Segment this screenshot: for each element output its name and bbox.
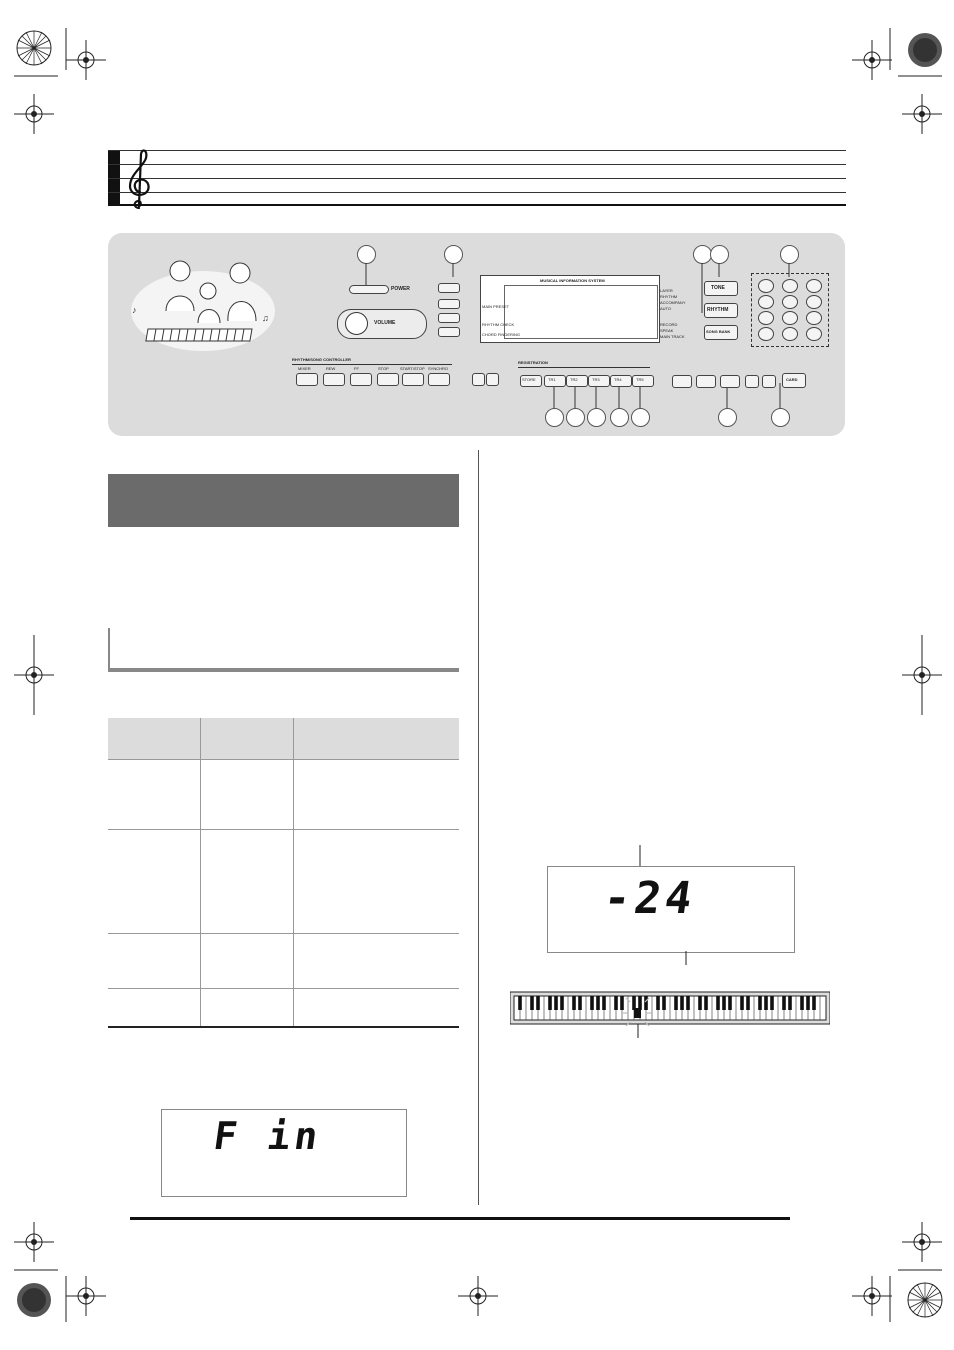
power-label: POWER: [391, 286, 410, 292]
black-key: [764, 996, 768, 1010]
black-key: [770, 996, 774, 1010]
controller-button[interactable]: [296, 373, 318, 386]
table-cell: [294, 989, 460, 1027]
page-footer-rule: [130, 1217, 790, 1220]
black-key: [632, 996, 636, 1010]
power-button[interactable]: [349, 285, 389, 294]
number-key-3[interactable]: [806, 311, 822, 325]
lcd-callout-line-top: [630, 845, 700, 867]
table-row: [108, 989, 459, 1027]
table-cell: [201, 760, 294, 830]
panel-lcd-title: MUSICAL INFORMATION SYSTEM: [540, 278, 605, 283]
auto-harmonize-button[interactable]: [720, 375, 740, 388]
controller-button[interactable]: [323, 373, 345, 386]
registration-rule: [518, 367, 650, 368]
staff-line: [108, 192, 846, 193]
lcd-left-label: MAIN PRESET: [482, 304, 510, 309]
table-row: [108, 830, 459, 934]
black-key: [800, 996, 804, 1010]
start-stop-button[interactable]: [402, 373, 424, 386]
controller-button-label: REW: [326, 366, 336, 371]
lcd-right-label: MAIN TRACK: [660, 334, 685, 339]
controller-button-label: MIXER: [298, 366, 311, 371]
black-key: [686, 996, 690, 1010]
number-key-1[interactable]: [758, 311, 774, 325]
panel-button[interactable]: [438, 327, 460, 337]
lcd-right-label: SPEAK: [660, 328, 674, 333]
table-header-cell: [294, 718, 460, 760]
table-cell: [108, 934, 201, 989]
controller-button[interactable]: [377, 373, 399, 386]
table-cell: [108, 830, 201, 934]
tempo-down-button[interactable]: [472, 373, 485, 386]
controller-button-label: STOP: [378, 366, 389, 371]
callout-circle: [771, 408, 790, 427]
black-key: [530, 996, 534, 1010]
staff-line: [108, 164, 846, 165]
black-key: [806, 996, 810, 1010]
tone-label: TONE: [711, 285, 725, 291]
panel-button[interactable]: [438, 283, 460, 293]
callout-circle: [545, 408, 564, 427]
callout-circle: [718, 408, 737, 427]
black-key: [548, 996, 552, 1010]
number-key-plus[interactable]: [806, 327, 822, 341]
lcd-small-readout: F in: [210, 1114, 325, 1158]
number-key-2[interactable]: [782, 311, 798, 325]
number-key-4[interactable]: [758, 295, 774, 309]
panel-lcd-screen: [504, 285, 658, 339]
svg-text:♫: ♫: [262, 313, 269, 323]
table-cell: [108, 760, 201, 830]
table-cell: [201, 989, 294, 1027]
treble-clef-icon: [124, 146, 154, 212]
staff-line-bold: [108, 204, 846, 206]
table-cell: [108, 989, 201, 1027]
callout-circle: [587, 408, 606, 427]
black-key: [620, 996, 624, 1010]
lcd-left-label: CHORD FINGERING: [482, 332, 520, 337]
controller-rule: [292, 364, 452, 365]
registration-button-label: TR3: [592, 377, 600, 382]
callout-circle: [566, 408, 585, 427]
lcd-right-label: RECORD: [660, 322, 678, 327]
black-key: [560, 996, 564, 1010]
volume-knob[interactable]: [345, 312, 368, 335]
black-key: [602, 996, 606, 1010]
black-key: [728, 996, 732, 1010]
black-key: [746, 996, 750, 1010]
registration-button-label: STORE: [522, 377, 536, 382]
lcd-right-label: LAYER: [660, 288, 673, 293]
number-key-0[interactable]: [758, 327, 774, 341]
table-header-cell: [201, 718, 294, 760]
lcd-right-label: ACCOMPANY: [660, 300, 686, 305]
card-side-button[interactable]: [745, 375, 759, 388]
volume-label: VOLUME: [374, 320, 396, 326]
black-key: [674, 996, 678, 1010]
black-key: [740, 996, 744, 1010]
registration-button-label: TR2: [570, 377, 578, 382]
black-key: [572, 996, 576, 1010]
split-button[interactable]: [672, 375, 692, 388]
layer-button[interactable]: [696, 375, 716, 388]
svg-text:♪: ♪: [132, 305, 137, 315]
staff-line: [108, 150, 846, 151]
number-key-9[interactable]: [806, 279, 822, 293]
registration-button-label: TR1: [548, 377, 556, 382]
lcd-display-small: [161, 1109, 407, 1197]
number-key-5[interactable]: [782, 295, 798, 309]
lcd-right-label: AUTO: [660, 306, 672, 311]
number-key-6[interactable]: [806, 295, 822, 309]
number-key-8[interactable]: [782, 279, 798, 293]
table-cell: [294, 760, 460, 830]
section-staff-header: [108, 148, 846, 208]
black-key: [518, 996, 522, 1010]
black-key: [722, 996, 726, 1010]
controller-title: RHYTHM/SONG CONTROLLER: [292, 357, 351, 362]
highlighted-key-marker: [634, 1008, 641, 1018]
lcd-callout-line-bottom: [680, 951, 700, 965]
registration-title: REGISTRATION: [518, 360, 548, 365]
staff-line: [108, 178, 846, 179]
black-key: [590, 996, 594, 1010]
panel-button[interactable]: [438, 313, 460, 323]
black-key: [662, 996, 666, 1010]
subsection-title-bar: [108, 628, 459, 672]
black-key: [812, 996, 816, 1010]
keyboard-control-panel: [108, 233, 845, 436]
lcd-left-label: RHYTHM CHECK: [482, 322, 515, 327]
tempo-up-button[interactable]: [486, 373, 499, 386]
table-row: [108, 760, 459, 830]
lcd-large-readout: -24: [600, 873, 700, 924]
table-cell: [294, 830, 460, 934]
piano-keyboard-diagram: [510, 990, 830, 1038]
black-key: [716, 996, 720, 1010]
function-button[interactable]: [762, 375, 776, 388]
controller-button[interactable]: [350, 373, 372, 386]
number-key-7[interactable]: [758, 279, 774, 293]
black-key: [656, 996, 660, 1010]
registration-button-label: TR4: [614, 377, 622, 382]
synchro-button[interactable]: [428, 373, 450, 386]
song-bank-label: SONG BANK: [706, 329, 731, 334]
table-header-cell: [108, 718, 201, 760]
table-cell: [294, 934, 460, 989]
rhythm-label: RHYTHM: [707, 307, 729, 313]
black-key: [680, 996, 684, 1010]
black-key: [698, 996, 702, 1010]
black-key: [788, 996, 792, 1010]
black-key: [782, 996, 786, 1010]
controller-button-label: FF: [354, 366, 359, 371]
black-key: [578, 996, 582, 1010]
registration-button-label: TR5: [636, 377, 644, 382]
column-divider: [478, 450, 479, 1205]
black-key: [638, 996, 642, 1010]
lcd-display-large: [547, 866, 795, 953]
black-key: [644, 996, 648, 1010]
lcd-right-label: RHYTHM: [660, 294, 678, 299]
section-title-bar: [108, 474, 459, 527]
table-row: [108, 934, 459, 989]
black-key: [704, 996, 708, 1010]
black-key: [758, 996, 762, 1010]
table-header-row: [108, 718, 459, 760]
table-cell: [201, 830, 294, 934]
callout-circle: [631, 408, 650, 427]
panel-button[interactable]: [438, 299, 460, 309]
black-key: [554, 996, 558, 1010]
number-key-minus[interactable]: [782, 327, 798, 341]
black-key: [596, 996, 600, 1010]
callout-circle: [610, 408, 629, 427]
table-cell: [201, 934, 294, 989]
controller-button-label: START/STOP: [400, 366, 425, 371]
controller-button-label: SYNCHRO: [428, 366, 449, 371]
black-key: [614, 996, 618, 1010]
settings-table: [108, 718, 459, 1028]
black-key: [536, 996, 540, 1010]
card-label: CARD: [786, 377, 798, 382]
